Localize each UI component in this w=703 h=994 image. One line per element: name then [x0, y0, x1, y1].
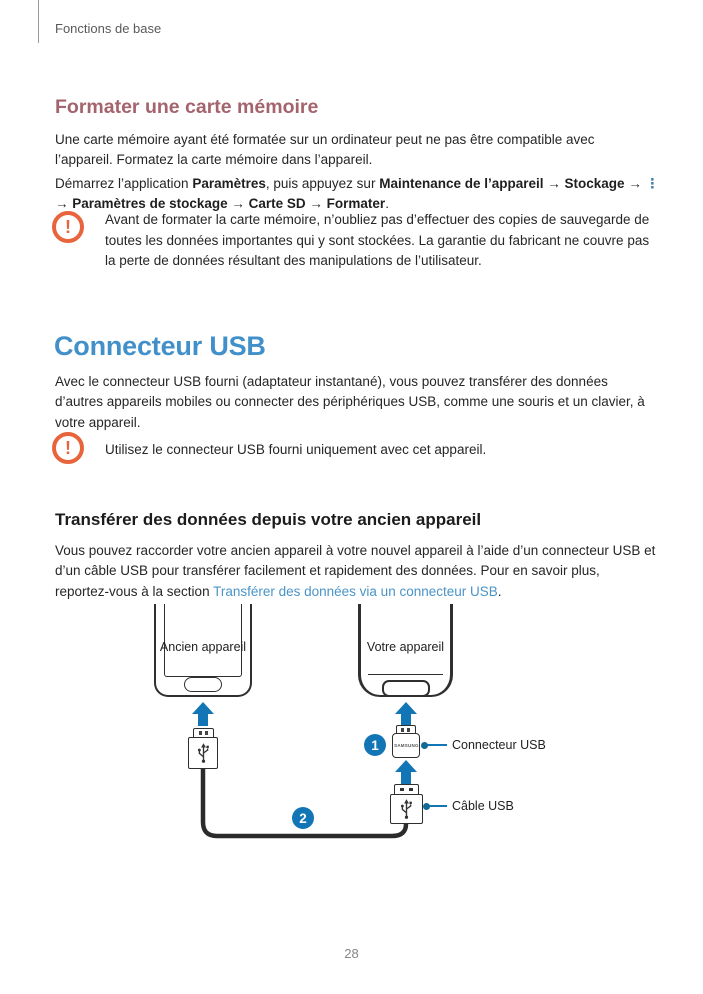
step-badge-2: 2	[292, 807, 314, 829]
new-device-home-button	[382, 680, 430, 697]
text-segment: Stockage	[564, 175, 625, 191]
text-segment: ⋮	[645, 175, 660, 191]
usb-cable-line	[0, 600, 703, 890]
callout-dot	[421, 742, 428, 749]
header-divider	[38, 0, 39, 43]
arrow-head	[192, 702, 214, 714]
usb-hole	[409, 788, 413, 791]
usb-trident-icon	[399, 797, 414, 821]
arrow-stem	[198, 714, 208, 726]
cable-callout-label: Câble USB	[452, 799, 514, 813]
usb-plug-body-icon	[390, 794, 423, 824]
arrow-up-icon	[395, 760, 417, 784]
usb-hole	[400, 788, 404, 791]
text-segment: Vous pouvez raccorder votre ancien appareil à votre nouvel appareil à l’aide d’un connecteur USB et d’un câble USB pour transférer facilement et rapidement des données. Pour en savoir plus, reportez-vous à la section	[55, 542, 656, 599]
usb-pin	[407, 728, 410, 732]
format-steps-paragraph	[55, 174, 683, 215]
arrow-up-icon	[395, 702, 417, 726]
step-badge-1: 1	[364, 734, 386, 756]
text-segment: Démarrez l’application	[55, 175, 193, 191]
usb-trident-icon	[196, 741, 211, 765]
subsection-title-transfer-data: Transférer des données depuis votre ancien appareil	[55, 510, 482, 530]
warning-icon	[52, 211, 84, 243]
text-segment: , puis appuyez sur	[265, 175, 380, 191]
old-device-phone	[154, 604, 252, 697]
new-device-screen-edge	[368, 674, 443, 675]
usb-pin	[199, 731, 202, 735]
transfer-paragraph	[55, 541, 656, 603]
format-intro-paragraph: Une carte mémoire ayant été formatée sur un ordinateur peut ne pas être compatible avec l’appareil. Formatez la carte mémoire dans l’appareil.	[55, 131, 595, 167]
callout-line	[427, 805, 447, 807]
text-segment: Maintenance de l’appareil	[379, 175, 544, 191]
text-segment: .	[497, 583, 502, 599]
arrow-head	[395, 760, 417, 772]
text-segment: →	[543, 175, 565, 191]
cross-reference-link[interactable]: Transférer des données via un connecteur USB	[213, 583, 498, 599]
usb-connection-diagram	[0, 600, 703, 890]
section-title-format-memory-card: Formater une carte mémoire	[55, 96, 319, 119]
callout-dot	[423, 803, 430, 810]
exclamation-glyph: !	[65, 216, 71, 237]
text-segment: Paramètres	[192, 175, 266, 191]
chapter-breadcrumb: Fonctions de base	[55, 21, 162, 36]
text-segment: →	[55, 196, 73, 211]
new-device-phone	[358, 604, 453, 697]
usb-warning-text: Utilisez le connecteur USB fourni uniquement avec cet appareil.	[105, 442, 487, 457]
callout-line	[425, 744, 447, 746]
usb-pin	[401, 728, 404, 732]
arrow-head	[395, 702, 417, 714]
old-device-home-button	[184, 677, 222, 692]
warning-icon	[52, 432, 84, 464]
text-segment: →	[624, 175, 646, 191]
new-device-label: Votre appareil	[366, 640, 445, 654]
text-segment: .	[385, 196, 389, 211]
usb-plug-body-icon	[188, 737, 218, 769]
arrow-stem	[401, 772, 411, 784]
format-warning-text: Avant de formater la carte mémoire, n’oubliez pas d’effectuer des copies de sauvegarde de toutes les données importantes qui y sont stockées. La garantie du fabricant ne couvre pas la perte de données résultant des manipulations de l’utilisateur.	[105, 212, 650, 268]
connector-callout-label: Connecteur USB	[452, 738, 546, 752]
old-device-label: Ancien appareil	[159, 640, 247, 654]
page-number: 28	[344, 946, 359, 961]
usb-intro-paragraph: Avec le connecteur USB fourni (adaptateur instantané), vous pouvez transférer des données d’autres appareils mobiles ou connecter des périphériques USB, comme une souris et un clavier, à votre appareil.	[55, 373, 645, 430]
arrow-up-icon	[192, 702, 214, 726]
text-segment: →	[305, 196, 327, 211]
text-segment: Formater	[326, 196, 386, 211]
adapter-brand-text: SAMSUNG	[393, 743, 419, 748]
usb-adapter-icon	[392, 733, 420, 758]
usb-pin	[205, 731, 208, 735]
section-title-usb-connector: Connecteur USB	[54, 331, 266, 362]
text-segment: →	[227, 196, 249, 211]
text-segment: Carte SD	[248, 196, 306, 211]
text-segment: Paramètres de stockage	[72, 196, 228, 211]
exclamation-glyph: !	[65, 437, 71, 458]
